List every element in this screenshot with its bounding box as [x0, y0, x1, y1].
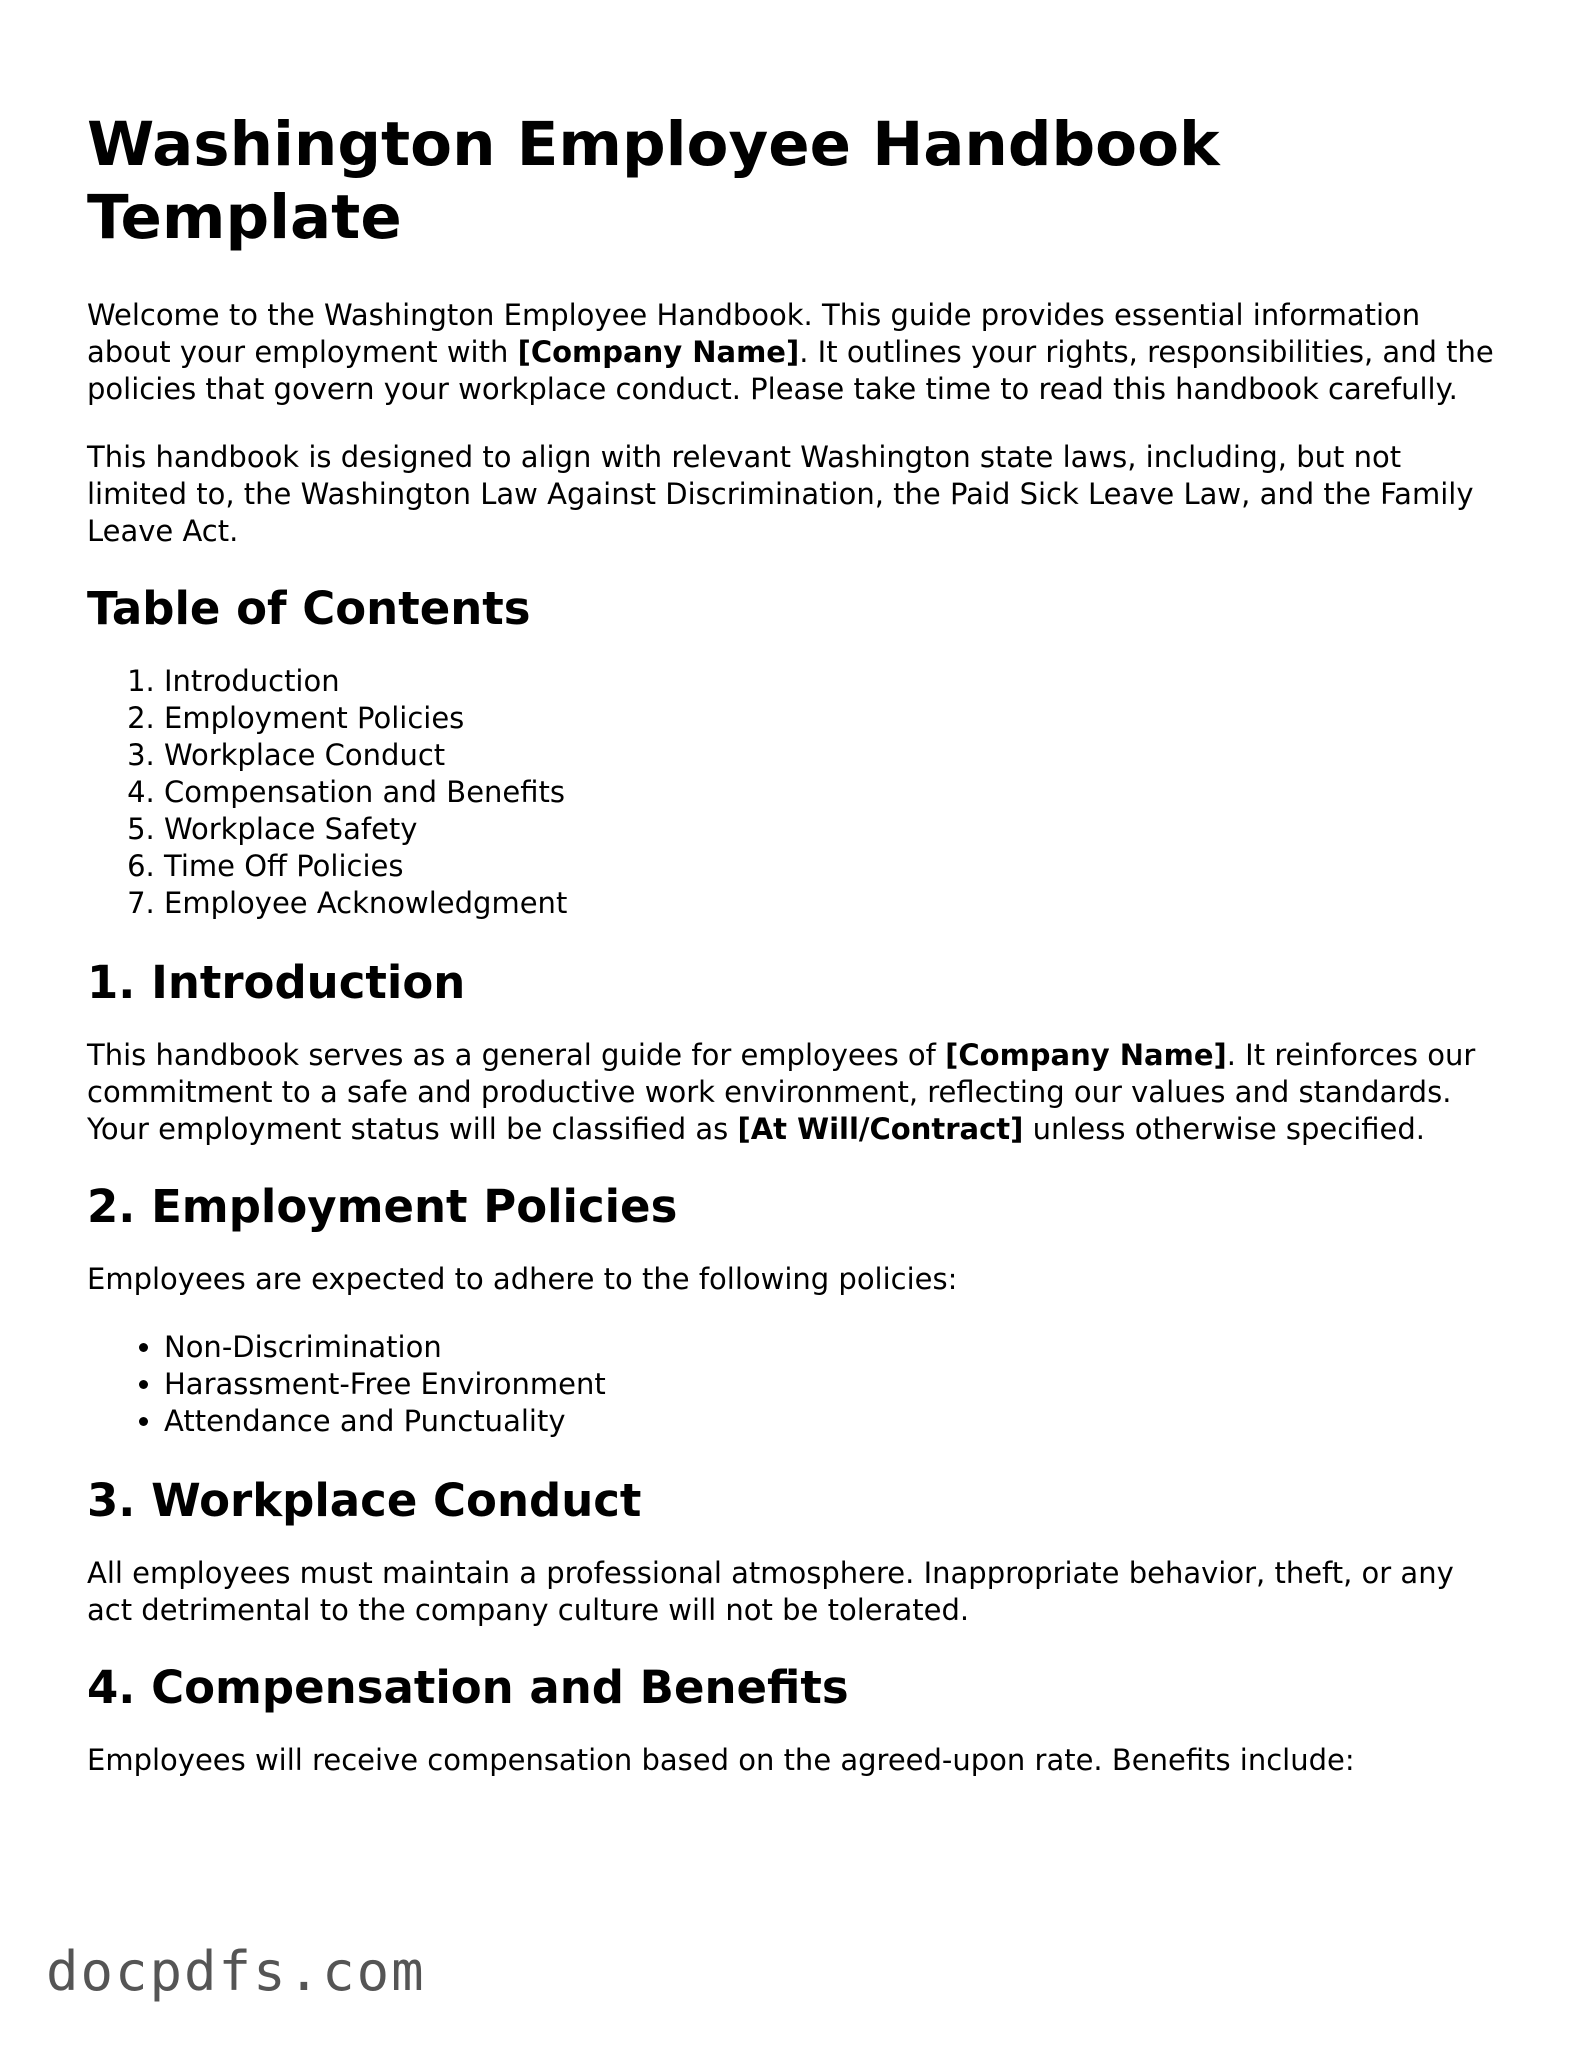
policy-item: • Attendance and Punctuality	[164, 1403, 1507, 1440]
section-4-paragraph: Employees will receive compensation based on the agreed-upon rate. Benefits include:	[87, 1743, 1355, 1777]
policy-item: • Non-Discrimination	[164, 1329, 1507, 1366]
section-4-heading: 4. Compensation and Benefits	[87, 1661, 849, 1714]
section-1-text-start: This handbook serves as a general guide for employees of	[87, 1038, 946, 1072]
company-name-placeholder: [Company Name]	[517, 335, 800, 369]
section-3-heading: 3. Workplace Conduct	[87, 1474, 642, 1527]
policy-list	[87, 1329, 1507, 1440]
toc-item: 4. Compensation and Benefits	[164, 774, 1507, 811]
watermark: docpdfs.com	[46, 1940, 426, 2003]
section-1-paragraph	[87, 1037, 1507, 1148]
document-page	[87, 108, 1507, 1810]
toc-list	[87, 663, 1507, 922]
document-title: Washington Employee Handbook Template	[87, 109, 1220, 253]
toc-heading: Table of Contents	[87, 582, 531, 635]
section-2-paragraph: Employees are expected to adhere to the following policies:	[87, 1262, 958, 1296]
intro-text-start: Welcome to the Washington Employee Handbook. This guide provides essential information about your employment with	[87, 298, 1421, 369]
toc-item: 7. Employee Acknowledgment	[164, 885, 1507, 922]
policy-item: • Harassment-Free Environment	[164, 1366, 1507, 1403]
section-2-heading: 2. Employment Policies	[87, 1180, 678, 1233]
intro-paragraph-1	[87, 297, 1507, 408]
toc-item: 6. Time Off Policies	[164, 848, 1507, 885]
section-1-heading: 1. Introduction	[87, 956, 466, 1009]
toc-item: 5. Workplace Safety	[164, 811, 1507, 848]
intro-paragraph-2: This handbook is designed to align with relevant Washington state laws, including, but not limited to, the Washington Law Against Discrimination, the Paid Sick Leave Law, and the Family Leave Act.	[87, 440, 1474, 548]
toc-item: 2. Employment Policies	[164, 700, 1507, 737]
section-3-paragraph: All employees must maintain a professional atmosphere. Inappropriate behavior, theft, or any act detrimental to the company culture will not be tolerated.	[87, 1556, 1454, 1627]
intro-text-end: . It outlines your rights, responsibilities, and the policies that govern your workplace conduct. Please take time to read this handbook carefully.	[87, 335, 1494, 406]
section-1-text-end: unless otherwise specified.	[1023, 1112, 1426, 1146]
toc-item: 3. Workplace Conduct	[164, 737, 1507, 774]
toc-item: 1. Introduction	[164, 663, 1507, 700]
employment-status-placeholder: [At Will/Contract]	[737, 1112, 1024, 1146]
company-name-placeholder: [Company Name]	[945, 1038, 1227, 1072]
section-1-text-middle: . It reinforces our commitment to a safe and productive work environment, reflecting our values and standards. Your employment status will be classified as	[87, 1038, 1476, 1146]
